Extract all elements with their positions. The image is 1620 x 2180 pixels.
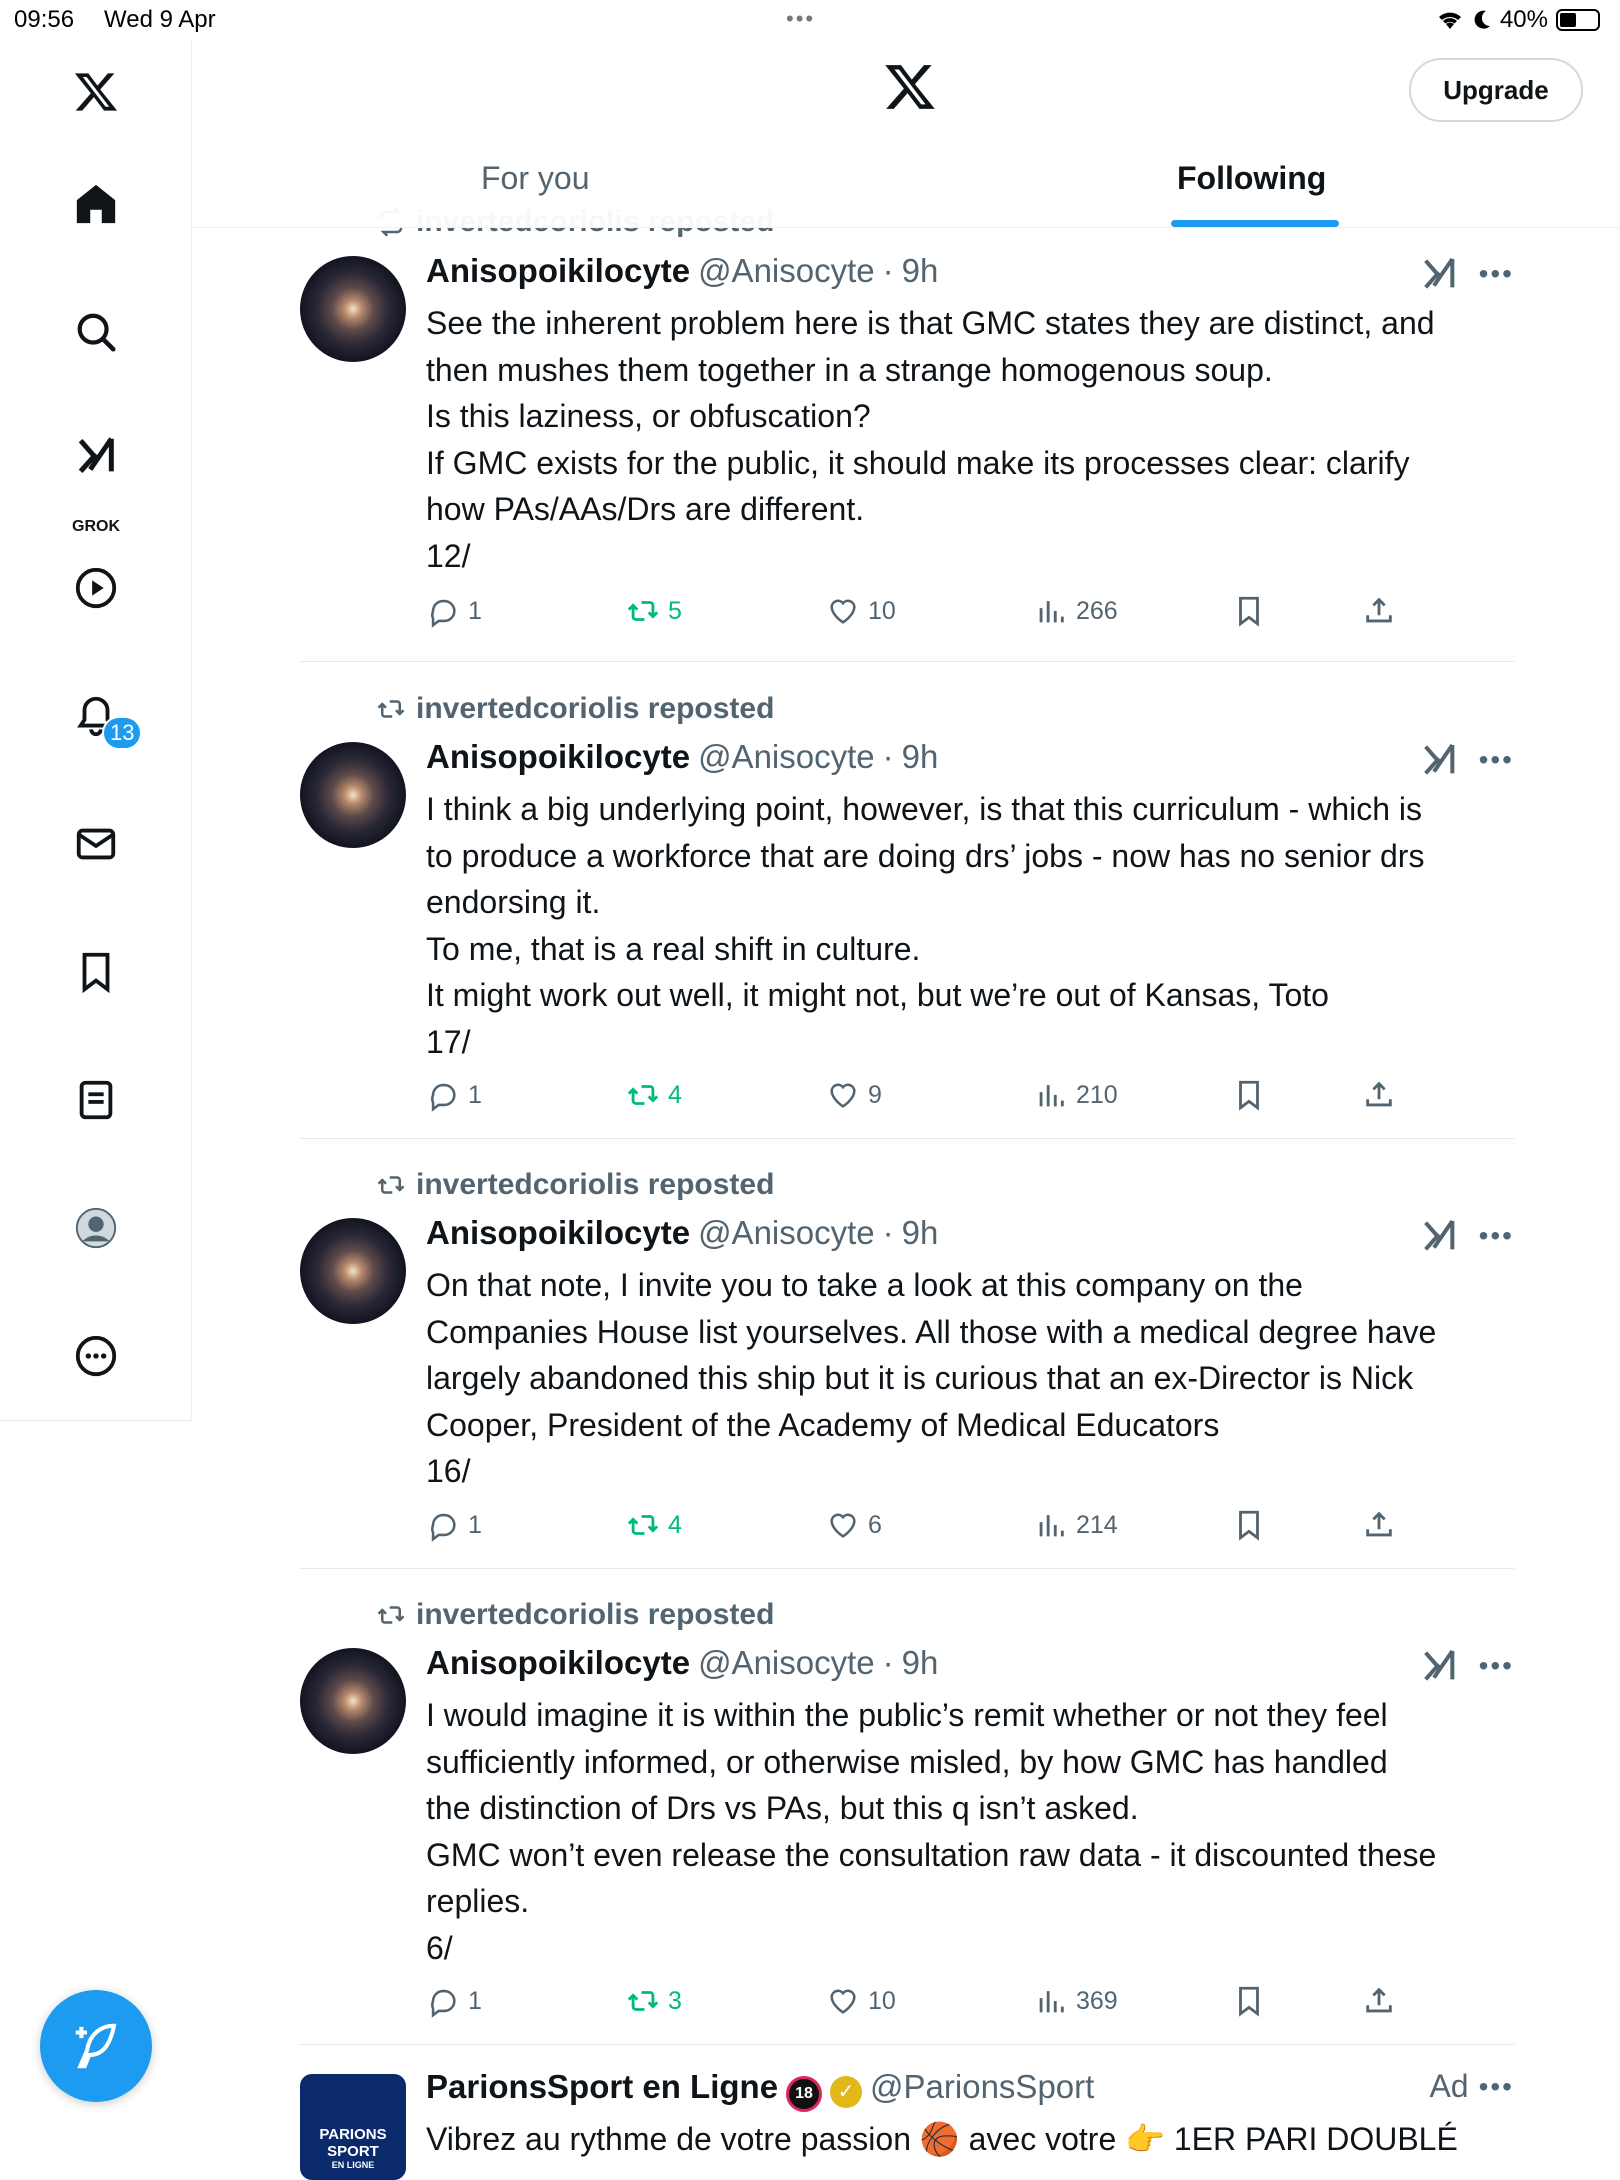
repost-icon — [626, 1078, 660, 1112]
author-name[interactable]: Anisopoikilocyte — [426, 1214, 691, 1251]
sidebar-divider — [0, 1420, 192, 1421]
views-chart-icon — [1034, 1508, 1068, 1542]
share-icon — [1362, 1984, 1396, 2018]
tweet-line: then mushes them together in a strange homogenous soup. — [426, 351, 1273, 388]
tweet-line: Cooper, President of the Academy of Medical Educators — [426, 1406, 1220, 1443]
share-icon — [1362, 1078, 1396, 1112]
share-button[interactable] — [1362, 594, 1396, 628]
status-date: Wed 9 Apr — [104, 6, 216, 33]
grok-icon[interactable] — [66, 426, 126, 486]
reply-count: 1 — [468, 1080, 482, 1109]
avatar[interactable] — [300, 256, 406, 362]
author-handle[interactable]: @Anisocyte — [698, 252, 875, 289]
age-restriction-badge: 18 — [786, 2076, 822, 2112]
share-button[interactable] — [1362, 1508, 1396, 1542]
separator-dot: · — [882, 252, 894, 289]
repost-count: 5 — [668, 596, 682, 625]
more-icon[interactable] — [66, 1326, 126, 1386]
promoted-tweet[interactable] — [300, 2068, 1514, 2170]
tweet-line: If GMC exists for the public, it should make its processes clear: clarify — [426, 444, 1410, 481]
separator-dot: · — [882, 738, 894, 775]
tweet-time[interactable]: 9h — [901, 1214, 939, 1251]
more-options-icon[interactable]: ••• — [1478, 2070, 1514, 2102]
ad-text — [426, 2116, 1516, 2163]
logo-text: SPORT — [327, 2143, 379, 2160]
tweet-text — [426, 300, 1516, 579]
compose-button[interactable] — [40, 1990, 152, 2102]
avatar[interactable] — [300, 1648, 406, 1754]
tweet-actions — [426, 1508, 1426, 1548]
views-button[interactable] — [1034, 1078, 1118, 1112]
compose-feather-icon — [69, 2019, 123, 2073]
like-count: 10 — [868, 1986, 896, 2015]
timeline-header — [193, 40, 1620, 228]
tweet-line: Vibrez au rythme de votre passion 🏀 avec votre 👉 1ER PARI DOUBLÉ — [426, 2121, 1458, 2157]
x-logo-icon[interactable] — [883, 60, 937, 119]
reply-icon — [426, 1078, 460, 1112]
lists-icon[interactable] — [66, 1070, 126, 1130]
views-chart-icon — [1034, 594, 1068, 628]
like-count: 9 — [868, 1080, 882, 1109]
tweet-line: to produce a workforce that are doing drs’ jobs - now has no senior drs — [426, 837, 1425, 874]
like-count: 10 — [868, 596, 896, 625]
bookmarks-icon[interactable] — [66, 942, 126, 1002]
tweet-line: On that note, I invite you to take a look at this company on the — [426, 1267, 1303, 1303]
repost-button[interactable] — [626, 1078, 682, 1112]
more-options-icon[interactable]: ••• — [1478, 1650, 1514, 1681]
repost-label[interactable]: invertedcoriolis reposted — [416, 1598, 775, 1631]
views-chart-icon — [1034, 1078, 1068, 1112]
tweet-line: I would imagine it is within the public’s remit whether or not they feel — [426, 1697, 1388, 1733]
wifi-icon — [1436, 9, 1464, 31]
author-handle[interactable]: @Anisocyte — [698, 1214, 875, 1251]
avatar[interactable] — [300, 1218, 406, 1324]
like-button[interactable] — [826, 1984, 896, 2018]
repost-icon — [626, 1508, 660, 1542]
bookmark-icon — [1232, 1078, 1266, 1112]
status-indicators — [1436, 6, 1600, 34]
share-button[interactable] — [1362, 1078, 1396, 1112]
author-name[interactable]: Anisopoikilocyte — [426, 738, 691, 775]
grok-icon[interactable] — [1419, 254, 1459, 294]
heart-icon — [826, 1984, 860, 2018]
repost-icon — [376, 1170, 406, 1200]
profile-icon[interactable] — [66, 1198, 126, 1258]
more-options-icon[interactable]: ••• — [1478, 258, 1514, 289]
tweet-line: how PAs/AAs/Drs are different. — [426, 491, 865, 527]
tweet-line: It might work out well, it might not, but we’re out of Kansas, Toto — [426, 977, 1329, 1013]
views-button[interactable] — [1034, 1984, 1118, 2018]
tweet-divider — [300, 1138, 1514, 1139]
notification-count-badge: 13 — [102, 716, 142, 750]
advertiser-handle[interactable]: @ParionsSport — [870, 2068, 1095, 2105]
grok-icon[interactable] — [1419, 740, 1459, 780]
repost-icon — [626, 594, 660, 628]
status-time: 09:56 — [14, 6, 75, 33]
advertiser-name[interactable]: ParionsSport en Ligne — [426, 2068, 779, 2105]
repost-button[interactable] — [626, 594, 682, 628]
reply-button[interactable] — [426, 1984, 482, 2018]
share-icon — [1362, 594, 1396, 628]
reply-button[interactable] — [426, 1508, 482, 1542]
tweet-time[interactable]: 9h — [901, 1644, 939, 1681]
active-tab-indicator — [1171, 220, 1339, 227]
tweet[interactable] — [300, 250, 1514, 650]
logo-text: EN LIGNE — [331, 2160, 375, 2170]
reply-count: 1 — [468, 596, 482, 625]
repost-icon — [626, 1984, 660, 2018]
repost-icon — [376, 1600, 406, 1630]
x-logo-icon[interactable] — [66, 62, 126, 122]
tweet-line: replies. — [426, 1883, 530, 1919]
tweet-divider — [300, 1568, 1514, 1569]
tweet-text — [426, 786, 1516, 1065]
more-options-icon[interactable]: ••• — [1478, 1220, 1514, 1251]
bookmark-button[interactable] — [1232, 1078, 1266, 1112]
battery-percentage: 40% — [1499, 6, 1548, 33]
tweet-line: sufficiently informed, or otherwise misled, by how GMC has handled — [426, 1743, 1388, 1780]
bookmark-button[interactable] — [1232, 594, 1266, 628]
bookmark-button[interactable] — [1232, 1508, 1266, 1542]
messages-icon[interactable] — [66, 814, 126, 874]
do-not-disturb-moon-icon — [1472, 9, 1492, 31]
reply-count: 1 — [468, 1986, 482, 2015]
tweet-line: 16/ — [426, 1453, 471, 1489]
views-button[interactable] — [1034, 594, 1118, 628]
tweet-divider — [300, 661, 1514, 662]
status-bar — [0, 0, 1620, 40]
repost-count: 3 — [668, 1986, 682, 2015]
battery-icon — [1556, 9, 1600, 31]
tweet-line: I think a big underlying point, however, is that this curriculum - which is — [426, 791, 1423, 827]
tweet[interactable] — [300, 1598, 1514, 2038]
like-count: 6 — [868, 1510, 882, 1539]
tweet-line: endorsing it. — [426, 884, 601, 920]
tweet-line: Companies House list yourselves. All those with a medical degree have — [426, 1313, 1437, 1350]
tweet-line: the distinction of Drs vs PAs, but this q isn’t asked. — [426, 1790, 1139, 1826]
advertiser-logo[interactable] — [300, 2074, 406, 2180]
repost-count: 4 — [668, 1510, 682, 1539]
bookmark-icon — [1232, 1984, 1266, 2018]
grok-label: GROK — [72, 518, 120, 535]
tweet-line: 17/ — [426, 1023, 471, 1060]
sidebar — [0, 40, 192, 1420]
author-handle[interactable]: @Anisocyte — [698, 738, 875, 775]
repost-count: 4 — [668, 1080, 682, 1109]
view-count: 214 — [1076, 1510, 1118, 1539]
tweet-line: To me, that is a real shift in culture. — [426, 930, 921, 967]
tweet-line: 12/ — [426, 537, 471, 574]
view-count: 369 — [1076, 1986, 1118, 2015]
multitasking-dots-icon[interactable]: ••• — [786, 6, 816, 31]
author-name[interactable]: Anisopoikilocyte — [426, 1644, 691, 1681]
tweet-time[interactable]: 9h — [901, 252, 939, 289]
grok-icon[interactable] — [1419, 1646, 1459, 1686]
grok-icon[interactable] — [1419, 1216, 1459, 1256]
avatar[interactable] — [300, 742, 406, 848]
tweet-line: GMC won’t even release the consultation raw data - it discounted these — [426, 1836, 1437, 1873]
heart-icon — [826, 594, 860, 628]
author-name[interactable]: Anisopoikilocyte — [426, 252, 691, 289]
tweet-time[interactable]: 9h — [901, 738, 939, 775]
reply-count: 1 — [468, 1510, 482, 1539]
logo-text: PARIONS — [319, 2126, 387, 2143]
author-handle[interactable]: @Anisocyte — [698, 1644, 875, 1681]
verified-badge-icon: ✓ — [830, 2076, 862, 2108]
ad-label: Ad — [1429, 2068, 1469, 2104]
repost-button[interactable] — [626, 1508, 682, 1542]
more-options-icon[interactable]: ••• — [1478, 744, 1514, 775]
views-chart-icon — [1034, 1984, 1068, 2018]
bookmark-icon — [1232, 1508, 1266, 1542]
tweet-line: Is this laziness, or obfuscation? — [426, 398, 871, 434]
tweet-line: largely abandoned this ship but it is curious that an ex-Director is Nick — [426, 1360, 1414, 1396]
reply-icon — [426, 1508, 460, 1542]
reply-icon — [426, 594, 460, 628]
reply-button[interactable] — [426, 594, 482, 628]
tweet-text — [426, 1692, 1516, 1971]
separator-dot: · — [882, 1214, 894, 1251]
repost-label[interactable]: invertedcoriolis reposted — [416, 692, 775, 725]
bookmark-button[interactable] — [1232, 1984, 1266, 2018]
tweet-line: 6/ — [426, 1929, 453, 1966]
home-icon[interactable] — [66, 174, 126, 234]
separator-dot: · — [882, 1644, 894, 1681]
like-button[interactable] — [826, 594, 896, 628]
reply-icon — [426, 1984, 460, 2018]
tweet[interactable] — [300, 692, 1514, 1132]
reply-button[interactable] — [426, 1078, 482, 1112]
repost-icon — [376, 694, 406, 724]
bookmark-icon — [1232, 594, 1266, 628]
upgrade-button[interactable]: Upgrade — [1409, 58, 1583, 122]
tweet-divider — [300, 2044, 1514, 2045]
tweet-line: See the inherent problem here is that GMC states they are distinct, and — [426, 305, 1435, 341]
share-icon — [1362, 1508, 1396, 1542]
tweet-actions — [426, 1078, 1426, 1118]
video-icon[interactable] — [66, 558, 126, 618]
tweet-text — [426, 1262, 1516, 1495]
share-button[interactable] — [1362, 1984, 1396, 2018]
like-button[interactable] — [826, 1078, 882, 1112]
view-count: 266 — [1076, 596, 1118, 625]
heart-icon — [826, 1508, 860, 1542]
view-count: 210 — [1076, 1080, 1118, 1109]
repost-label[interactable]: invertedcoriolis reposted — [416, 1168, 775, 1201]
tab-for-you[interactable]: For you — [481, 160, 590, 196]
search-icon[interactable] — [66, 302, 126, 362]
like-button[interactable] — [826, 1508, 882, 1542]
tweet[interactable] — [300, 1168, 1514, 1568]
views-button[interactable] — [1034, 1508, 1118, 1542]
repost-button[interactable] — [626, 1984, 682, 2018]
tweet-actions — [426, 1984, 1426, 2024]
heart-icon — [826, 1078, 860, 1112]
tab-following[interactable]: Following — [1177, 160, 1327, 196]
tweet-actions — [426, 594, 1426, 634]
